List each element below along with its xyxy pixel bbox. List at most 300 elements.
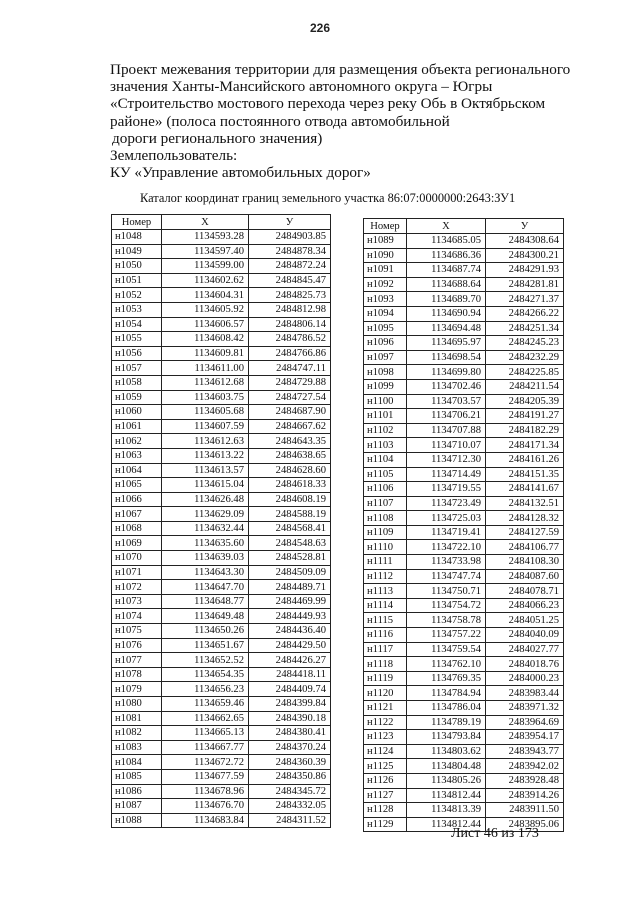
table-row xyxy=(364,379,564,394)
cell-point-number: н1051 xyxy=(112,273,162,288)
table-row xyxy=(112,638,331,653)
cell-x: 1134609.81 xyxy=(162,346,249,361)
cell-x: 1134793.84 xyxy=(407,730,486,745)
coordinates-table-left xyxy=(111,214,331,828)
cell-x: 1134695.97 xyxy=(407,336,486,351)
cell-point-number: н1111 xyxy=(364,555,407,570)
cell-x: 1134688.64 xyxy=(407,277,486,292)
cell-x: 1134605.68 xyxy=(162,405,249,420)
table-row xyxy=(112,361,331,376)
cell-point-number: н1115 xyxy=(364,613,407,628)
cell-point-number: н1087 xyxy=(112,799,162,814)
table-row xyxy=(112,521,331,536)
cell-y: 2484245.23 xyxy=(486,336,564,351)
cell-point-number: н1096 xyxy=(364,336,407,351)
cell-y: 2484845.47 xyxy=(249,273,331,288)
cell-point-number: н1081 xyxy=(112,711,162,726)
cell-point-number: н1056 xyxy=(112,346,162,361)
table-row xyxy=(112,259,331,274)
cell-y: 2484638.65 xyxy=(249,448,331,463)
table-row xyxy=(112,580,331,595)
cell-point-number: н1125 xyxy=(364,759,407,774)
cell-x: 1134706.21 xyxy=(407,409,486,424)
cell-y: 2484872.24 xyxy=(249,259,331,274)
table-row xyxy=(364,759,564,774)
cell-point-number: н1052 xyxy=(112,288,162,303)
cell-x: 1134659.46 xyxy=(162,697,249,712)
cell-y: 2484182.29 xyxy=(486,423,564,438)
cell-point-number: н1069 xyxy=(112,536,162,551)
table-row xyxy=(112,740,331,755)
cell-point-number: н1073 xyxy=(112,594,162,609)
cell-y: 2484588.19 xyxy=(249,507,331,522)
cell-y: 2484087.60 xyxy=(486,569,564,584)
cell-x: 1134597.40 xyxy=(162,244,249,259)
table-row xyxy=(112,594,331,609)
cell-point-number: н1116 xyxy=(364,628,407,643)
table-row xyxy=(112,448,331,463)
cell-y: 2484429.50 xyxy=(249,638,331,653)
cell-point-number: н1060 xyxy=(112,405,162,420)
cell-x: 1134686.36 xyxy=(407,248,486,263)
cell-point-number: н1127 xyxy=(364,788,407,803)
cell-y: 2484300.21 xyxy=(486,248,564,263)
cell-y: 2484266.22 xyxy=(486,306,564,321)
table-row xyxy=(112,697,331,712)
cell-x: 1134687.74 xyxy=(407,263,486,278)
cell-x: 1134678.96 xyxy=(162,784,249,799)
cell-point-number: н1112 xyxy=(364,569,407,584)
cell-point-number: н1075 xyxy=(112,624,162,639)
cell-x: 1134615.04 xyxy=(162,478,249,493)
table-row xyxy=(364,234,564,249)
table-body-right xyxy=(364,234,564,832)
cell-point-number: н1121 xyxy=(364,701,407,716)
cell-y: 2484161.26 xyxy=(486,452,564,467)
cell-y: 2484628.60 xyxy=(249,463,331,478)
cell-y: 2484747.11 xyxy=(249,361,331,376)
cell-y: 2483911.50 xyxy=(486,803,564,818)
cell-point-number: н1053 xyxy=(112,302,162,317)
cell-x: 1134813.39 xyxy=(407,803,486,818)
cell-y: 2483943.77 xyxy=(486,744,564,759)
cell-y: 2484232.29 xyxy=(486,350,564,365)
cell-point-number: н1114 xyxy=(364,598,407,613)
cell-point-number: н1063 xyxy=(112,448,162,463)
cell-y: 2484390.18 xyxy=(249,711,331,726)
cell-x: 1134769.35 xyxy=(407,671,486,686)
cell-y: 2484141.67 xyxy=(486,482,564,497)
cell-x: 1134762.10 xyxy=(407,657,486,672)
cell-point-number: н1085 xyxy=(112,769,162,784)
cell-x: 1134786.04 xyxy=(407,701,486,716)
table-row xyxy=(112,551,331,566)
table-row xyxy=(364,686,564,701)
catalog-title: Каталог координат границ земельного участка 86:07:0000000:2643:ЗУ1 xyxy=(140,191,516,205)
cell-x: 1134648.77 xyxy=(162,594,249,609)
table-row xyxy=(112,230,331,245)
cell-y: 2484878.34 xyxy=(249,244,331,259)
cell-y: 2484271.37 xyxy=(486,292,564,307)
cell-y: 2484786.52 xyxy=(249,332,331,347)
cell-point-number: н1058 xyxy=(112,375,162,390)
table-row xyxy=(112,492,331,507)
table-row xyxy=(112,624,331,639)
cell-point-number: н1084 xyxy=(112,755,162,770)
cell-point-number: н1065 xyxy=(112,478,162,493)
cell-x: 1134689.70 xyxy=(407,292,486,307)
cell-point-number: н1099 xyxy=(364,379,407,394)
table-row xyxy=(112,813,331,828)
cell-point-number: н1071 xyxy=(112,565,162,580)
cell-y: 2484251.34 xyxy=(486,321,564,336)
table-row xyxy=(364,744,564,759)
table-row xyxy=(364,336,564,351)
cell-y: 2484548.63 xyxy=(249,536,331,551)
cell-x: 1134707.88 xyxy=(407,423,486,438)
cell-point-number: н1119 xyxy=(364,671,407,686)
cell-y: 2484766.86 xyxy=(249,346,331,361)
cell-x: 1134613.57 xyxy=(162,463,249,478)
cell-x: 1134608.42 xyxy=(162,332,249,347)
cell-y: 2484040.09 xyxy=(486,628,564,643)
cell-y: 2484608.19 xyxy=(249,492,331,507)
cell-point-number: н1101 xyxy=(364,409,407,424)
table-row xyxy=(112,667,331,682)
cell-y: 2484360.39 xyxy=(249,755,331,770)
project-header xyxy=(110,61,590,181)
table-row xyxy=(112,463,331,478)
cell-x: 1134593.28 xyxy=(162,230,249,245)
table-header-row xyxy=(364,219,564,234)
cell-point-number: н1089 xyxy=(364,234,407,249)
table-row xyxy=(112,332,331,347)
table-row xyxy=(112,609,331,624)
cell-x: 1134635.60 xyxy=(162,536,249,551)
table-row xyxy=(112,536,331,551)
column-header-number: Номер xyxy=(112,215,162,230)
table-row xyxy=(112,507,331,522)
cell-y: 2484345.72 xyxy=(249,784,331,799)
cell-x: 1134719.55 xyxy=(407,482,486,497)
cell-point-number: н1093 xyxy=(364,292,407,307)
cell-point-number: н1061 xyxy=(112,419,162,434)
header-line: дороги регионального значения) xyxy=(112,129,323,147)
cell-point-number: н1128 xyxy=(364,803,407,818)
cell-y: 2484727.54 xyxy=(249,390,331,405)
cell-x: 1134723.49 xyxy=(407,496,486,511)
cell-point-number: н1072 xyxy=(112,580,162,595)
cell-y: 2484489.71 xyxy=(249,580,331,595)
cell-x: 1134643.30 xyxy=(162,565,249,580)
cell-x: 1134654.35 xyxy=(162,667,249,682)
cell-point-number: н1083 xyxy=(112,740,162,755)
cell-point-number: н1050 xyxy=(112,259,162,274)
cell-x: 1134656.23 xyxy=(162,682,249,697)
cell-y: 2484106.77 xyxy=(486,540,564,555)
table-row xyxy=(364,773,564,788)
cell-x: 1134812.44 xyxy=(407,817,486,832)
page-number: 226 xyxy=(309,21,331,35)
table-row xyxy=(364,628,564,643)
table-row xyxy=(364,671,564,686)
cell-y: 2484211.54 xyxy=(486,379,564,394)
cell-x: 1134733.98 xyxy=(407,555,486,570)
table-row xyxy=(364,394,564,409)
column-header-number: Номер xyxy=(364,219,407,234)
cell-x: 1134759.54 xyxy=(407,642,486,657)
cell-x: 1134662.65 xyxy=(162,711,249,726)
table-row xyxy=(112,273,331,288)
cell-y: 2484380.41 xyxy=(249,726,331,741)
cell-y: 2484128.32 xyxy=(486,511,564,526)
cell-y: 2484108.30 xyxy=(486,555,564,570)
cell-x: 1134710.07 xyxy=(407,438,486,453)
cell-point-number: н1088 xyxy=(112,813,162,828)
cell-y: 2484350.86 xyxy=(249,769,331,784)
cell-point-number: н1118 xyxy=(364,657,407,672)
cell-x: 1134699.80 xyxy=(407,365,486,380)
cell-y: 2484643.35 xyxy=(249,434,331,449)
table-row xyxy=(364,452,564,467)
cell-y: 2484903.85 xyxy=(249,230,331,245)
header-line: КУ «Управление автомобильных дорог» xyxy=(110,164,371,182)
cell-y: 2483895.06 xyxy=(486,817,564,832)
cell-y: 2484027.77 xyxy=(486,642,564,657)
cell-x: 1134605.92 xyxy=(162,302,249,317)
cell-x: 1134612.68 xyxy=(162,375,249,390)
cell-x: 1134639.03 xyxy=(162,551,249,566)
table-row xyxy=(364,409,564,424)
table-row xyxy=(364,525,564,540)
table-row xyxy=(112,288,331,303)
table-row xyxy=(112,769,331,784)
table-row xyxy=(112,302,331,317)
cell-y: 2484051.25 xyxy=(486,613,564,628)
cell-y: 2484000.23 xyxy=(486,671,564,686)
table-row xyxy=(112,565,331,580)
cell-y: 2484806.14 xyxy=(249,317,331,332)
cell-x: 1134758.78 xyxy=(407,613,486,628)
cell-point-number: н1076 xyxy=(112,638,162,653)
header-line: районе» (полоса постоянного отвода автомобильной xyxy=(110,112,450,130)
cell-y: 2484066.23 xyxy=(486,598,564,613)
cell-x: 1134602.62 xyxy=(162,273,249,288)
cell-y: 2484171.34 xyxy=(486,438,564,453)
cell-x: 1134757.22 xyxy=(407,628,486,643)
cell-x: 1134632.44 xyxy=(162,521,249,536)
cell-x: 1134626.48 xyxy=(162,492,249,507)
table-row xyxy=(112,755,331,770)
cell-point-number: н1094 xyxy=(364,306,407,321)
table-row xyxy=(364,248,564,263)
table-row xyxy=(364,788,564,803)
column-header-y: У xyxy=(486,219,564,234)
cell-x: 1134649.48 xyxy=(162,609,249,624)
cell-x: 1134714.49 xyxy=(407,467,486,482)
header-line: «Строительство мостового перехода через реку Обь в Октябрьском xyxy=(110,95,546,113)
cell-x: 1134629.09 xyxy=(162,507,249,522)
table-row xyxy=(112,244,331,259)
cell-point-number: н1074 xyxy=(112,609,162,624)
cell-x: 1134667.77 xyxy=(162,740,249,755)
table-row xyxy=(112,784,331,799)
cell-point-number: н1123 xyxy=(364,730,407,745)
cell-y: 2484618.33 xyxy=(249,478,331,493)
cell-y: 2483964.69 xyxy=(486,715,564,730)
cell-point-number: н1078 xyxy=(112,667,162,682)
cell-x: 1134603.75 xyxy=(162,390,249,405)
cell-y: 2484132.51 xyxy=(486,496,564,511)
cell-x: 1134683.84 xyxy=(162,813,249,828)
cell-y: 2484409.74 xyxy=(249,682,331,697)
table-row xyxy=(364,350,564,365)
cell-point-number: н1092 xyxy=(364,277,407,292)
cell-point-number: н1080 xyxy=(112,697,162,712)
cell-point-number: н1048 xyxy=(112,230,162,245)
table-row xyxy=(112,478,331,493)
cell-point-number: н1103 xyxy=(364,438,407,453)
cell-y: 2484127.59 xyxy=(486,525,564,540)
table-row xyxy=(364,467,564,482)
cell-y: 2484151.35 xyxy=(486,467,564,482)
table-row xyxy=(364,511,564,526)
cell-x: 1134665.13 xyxy=(162,726,249,741)
column-header-x: X xyxy=(162,215,249,230)
cell-point-number: н1095 xyxy=(364,321,407,336)
cell-x: 1134604.31 xyxy=(162,288,249,303)
cell-point-number: н1059 xyxy=(112,390,162,405)
table-row xyxy=(364,598,564,613)
cell-y: 2484308.64 xyxy=(486,234,564,249)
cell-point-number: н1082 xyxy=(112,726,162,741)
column-header-y: У xyxy=(249,215,331,230)
cell-point-number: н1054 xyxy=(112,317,162,332)
cell-y: 2483942.02 xyxy=(486,759,564,774)
cell-y: 2484426.27 xyxy=(249,653,331,668)
table-row xyxy=(364,540,564,555)
cell-point-number: н1126 xyxy=(364,773,407,788)
table-row xyxy=(112,711,331,726)
table-row xyxy=(364,423,564,438)
cell-point-number: н1079 xyxy=(112,682,162,697)
table-row xyxy=(364,584,564,599)
cell-point-number: н1120 xyxy=(364,686,407,701)
cell-x: 1134804.48 xyxy=(407,759,486,774)
table-row xyxy=(112,419,331,434)
cell-y: 2483928.48 xyxy=(486,773,564,788)
table-row xyxy=(112,375,331,390)
cell-x: 1134606.57 xyxy=(162,317,249,332)
table-row xyxy=(364,701,564,716)
cell-x: 1134611.00 xyxy=(162,361,249,376)
cell-x: 1134650.26 xyxy=(162,624,249,639)
cell-point-number: н1091 xyxy=(364,263,407,278)
table-row xyxy=(112,799,331,814)
cell-y: 2484825.73 xyxy=(249,288,331,303)
cell-point-number: н1113 xyxy=(364,584,407,599)
cell-y: 2484667.62 xyxy=(249,419,331,434)
cell-point-number: н1108 xyxy=(364,511,407,526)
cell-point-number: н1066 xyxy=(112,492,162,507)
cell-y: 2484225.85 xyxy=(486,365,564,380)
header-line: Проект межевания территории для размещения объекта регионального xyxy=(110,61,571,78)
table-row xyxy=(364,803,564,818)
column-header-x: X xyxy=(407,219,486,234)
cell-point-number: н1105 xyxy=(364,467,407,482)
cell-y: 2484205.39 xyxy=(486,394,564,409)
cell-point-number: н1064 xyxy=(112,463,162,478)
cell-x: 1134725.03 xyxy=(407,511,486,526)
cell-point-number: н1090 xyxy=(364,248,407,263)
cell-x: 1134702.46 xyxy=(407,379,486,394)
cell-y: 2484399.84 xyxy=(249,697,331,712)
table-row xyxy=(364,263,564,278)
table-row xyxy=(364,613,564,628)
cell-point-number: н1104 xyxy=(364,452,407,467)
cell-point-number: н1124 xyxy=(364,744,407,759)
cell-x: 1134677.59 xyxy=(162,769,249,784)
cell-x: 1134750.71 xyxy=(407,584,486,599)
cell-y: 2483983.44 xyxy=(486,686,564,701)
cell-y: 2484418.11 xyxy=(249,667,331,682)
cell-y: 2484281.81 xyxy=(486,277,564,292)
cell-y: 2484018.76 xyxy=(486,657,564,672)
cell-x: 1134652.52 xyxy=(162,653,249,668)
cell-x: 1134812.44 xyxy=(407,788,486,803)
table-row xyxy=(364,555,564,570)
header-line: Землепользователь: xyxy=(110,147,238,165)
cell-x: 1134722.10 xyxy=(407,540,486,555)
cell-point-number: н1100 xyxy=(364,394,407,409)
cell-point-number: н1102 xyxy=(364,423,407,438)
cell-x: 1134647.70 xyxy=(162,580,249,595)
table-row xyxy=(112,317,331,332)
cell-point-number: н1068 xyxy=(112,521,162,536)
cell-point-number: н1067 xyxy=(112,507,162,522)
cell-x: 1134685.05 xyxy=(407,234,486,249)
cell-point-number: н1106 xyxy=(364,482,407,497)
cell-x: 1134607.59 xyxy=(162,419,249,434)
cell-point-number: н1129 xyxy=(364,817,407,832)
cell-x: 1134784.94 xyxy=(407,686,486,701)
table-row xyxy=(364,715,564,730)
cell-x: 1134612.63 xyxy=(162,434,249,449)
cell-point-number: н1062 xyxy=(112,434,162,449)
cell-x: 1134703.57 xyxy=(407,394,486,409)
table-body-left xyxy=(112,230,331,828)
cell-point-number: н1049 xyxy=(112,244,162,259)
cell-point-number: н1055 xyxy=(112,332,162,347)
cell-point-number: н1097 xyxy=(364,350,407,365)
cell-y: 2483914.26 xyxy=(486,788,564,803)
cell-point-number: н1057 xyxy=(112,361,162,376)
table-row xyxy=(364,277,564,292)
cell-x: 1134805.26 xyxy=(407,773,486,788)
cell-x: 1134789.19 xyxy=(407,715,486,730)
table-row xyxy=(364,642,564,657)
cell-x: 1134694.48 xyxy=(407,321,486,336)
cell-point-number: н1070 xyxy=(112,551,162,566)
cell-x: 1134613.22 xyxy=(162,448,249,463)
cell-point-number: н1110 xyxy=(364,540,407,555)
cell-y: 2484509.09 xyxy=(249,565,331,580)
cell-x: 1134599.00 xyxy=(162,259,249,274)
cell-x: 1134690.94 xyxy=(407,306,486,321)
cell-y: 2484568.41 xyxy=(249,521,331,536)
cell-point-number: н1107 xyxy=(364,496,407,511)
cell-x: 1134754.72 xyxy=(407,598,486,613)
